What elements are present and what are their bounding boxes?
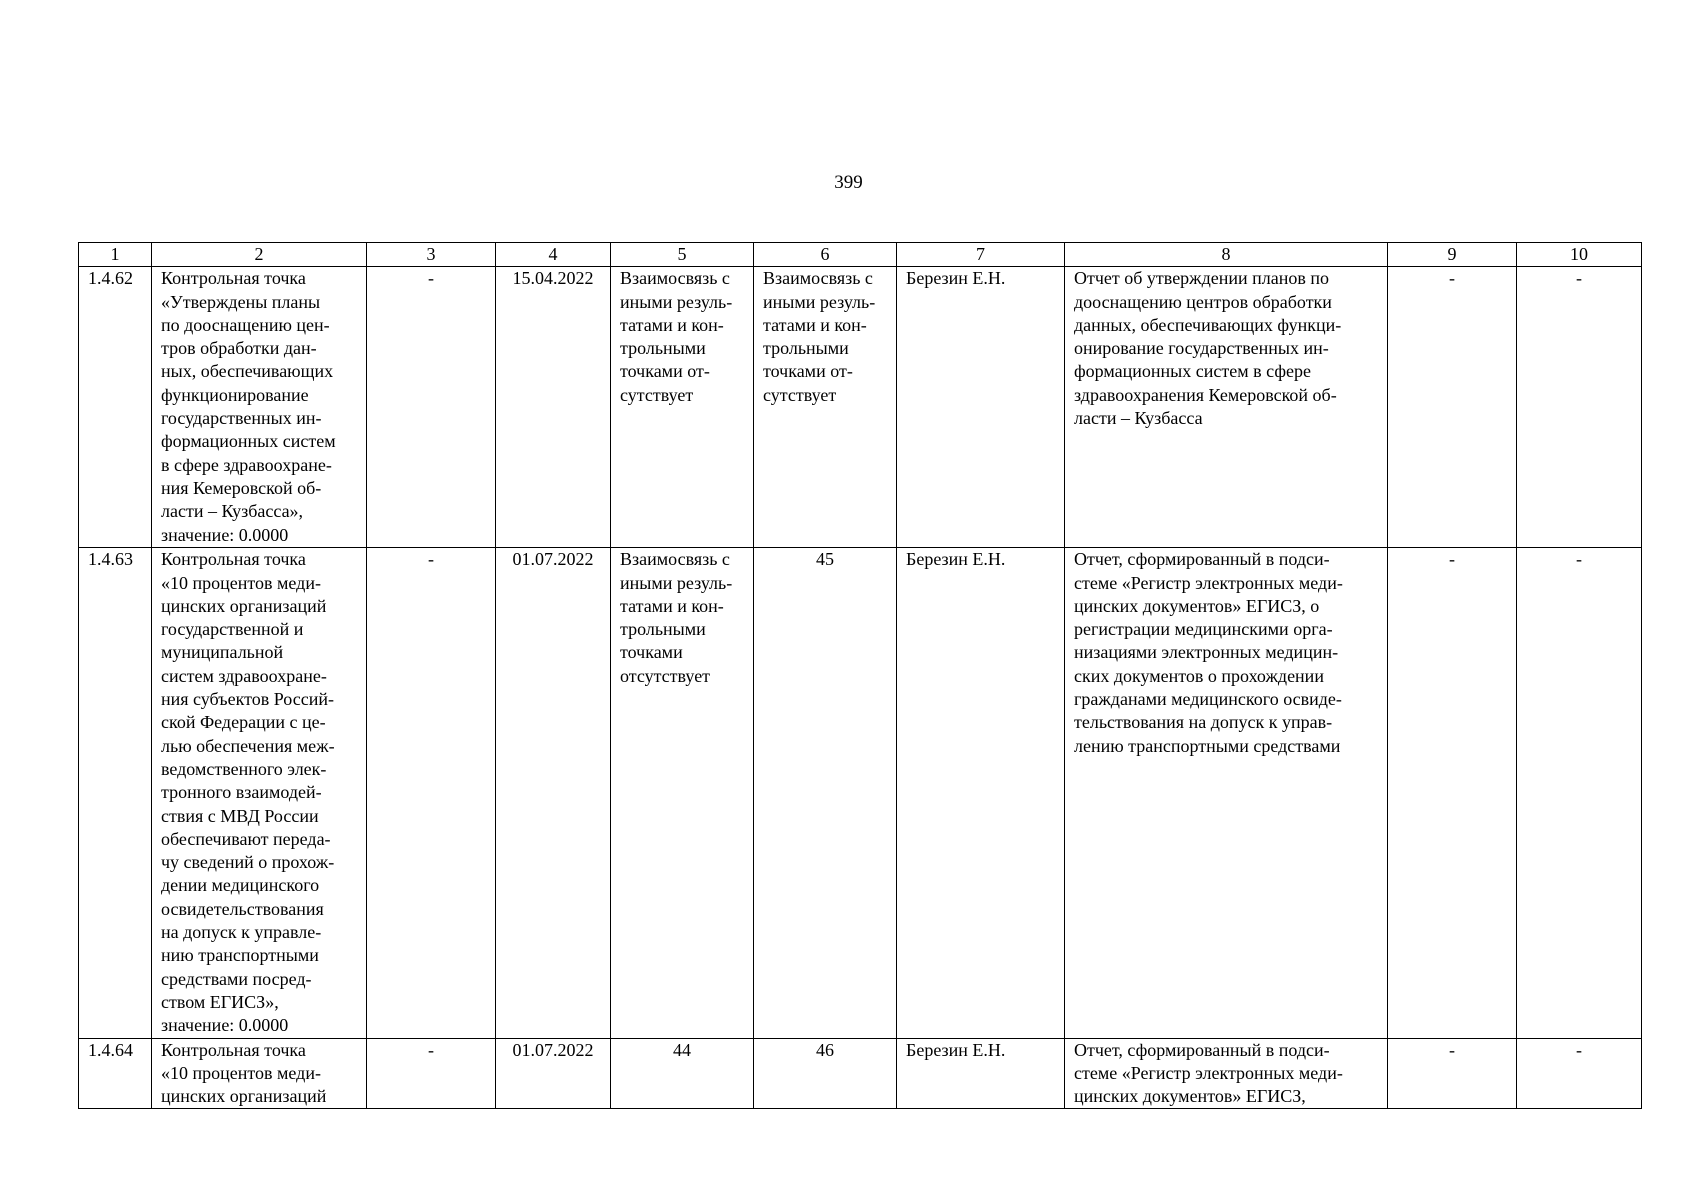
row-col9: - [1388,267,1517,548]
header-col-9: 9 [1388,243,1517,267]
row-id: 1.4.63 [79,548,152,1038]
row-name: Контрольная точка «Утверждены планы по дооснащению цен- тров обработки дан- ных, обеспечивающих функционирование государственных ин- формационных систем в сфере здравоохране- ния Кемеровской об- ласти – Кузбасса», значение: 0.0000 [152,267,367,548]
row-col3: - [367,267,496,548]
row-responsible: Березин Е.Н. [897,267,1065,548]
table-row [79,548,1642,1038]
row-col10: - [1517,548,1642,1038]
row-document: Отчет, сформированный в подси- стеме «Регистр электронных меди- цинских документов» ЕГИСЗ, [1065,1038,1388,1109]
row-col5: 44 [611,1038,754,1109]
row-responsible: Березин Е.Н. [897,548,1065,1038]
header-col-10: 10 [1517,243,1642,267]
row-col5: Взаимосвязь с иными резуль- татами и кон- трольными точками отсутствует [611,548,754,1038]
row-responsible: Березин Е.Н. [897,1038,1065,1109]
row-name: Контрольная точка «10 процентов меди- цинских организаций государственной и муниципальной систем здравоохране- ния субъектов Россий- ской Федерации с це- лью обеспечения меж- ведомственного элек- тронного взаимодей- ствия с МВД России обеспечивают переда- чу сведений о прохож- дении медицинского освидетельствования на допуск к управле- нию транспортными средствами посред- ством ЕГИСЗ», значение: 0.0000 [152,548,367,1038]
header-col-7: 7 [897,243,1065,267]
row-col9: - [1388,548,1517,1038]
header-col-5: 5 [611,243,754,267]
row-col6: Взаимосвязь с иными резуль- татами и кон- трольными точками от- сутствует [754,267,897,548]
header-row [79,243,1642,267]
row-col6: 45 [754,548,897,1038]
table-row [79,1038,1642,1109]
header-col-2: 2 [152,243,367,267]
row-name: Контрольная точка «10 процентов меди- цинских организаций [152,1038,367,1109]
header-col-3: 3 [367,243,496,267]
row-date: 01.07.2022 [496,1038,611,1109]
row-col6: 46 [754,1038,897,1109]
row-col3: - [367,548,496,1038]
header-col-4: 4 [496,243,611,267]
row-date: 15.04.2022 [496,267,611,548]
row-col10: - [1517,267,1642,548]
row-id: 1.4.64 [79,1038,152,1109]
header-col-1: 1 [79,243,152,267]
row-col5: Взаимосвязь с иными резуль- татами и кон- трольными точками от- сутствует [611,267,754,548]
table-row [79,267,1642,548]
row-id: 1.4.62 [79,267,152,548]
row-date: 01.07.2022 [496,548,611,1038]
control-points-table [78,242,1642,1109]
header-col-6: 6 [754,243,897,267]
row-document: Отчет, сформированный в подси- стеме «Регистр электронных меди- цинских документов» ЕГИСЗ, о регистрации медицинскими орга- низациями электронных медицин- ских документов о прохождении гражданами медицинского освиде- тельствования на допуск к управ- лению транспортными средствами [1065,548,1388,1038]
header-col-8: 8 [1065,243,1388,267]
row-col10: - [1517,1038,1642,1109]
row-col3: - [367,1038,496,1109]
row-document: Отчет об утверждении планов по дооснащению центров обработки данных, обеспечивающих функци- онирование государственных ин- формационных систем в сфере здравоохранения Кемеровской об- ласти – Кузбасса [1065,267,1388,548]
row-col9: - [1388,1038,1517,1109]
page-number: 399 [834,172,863,193]
